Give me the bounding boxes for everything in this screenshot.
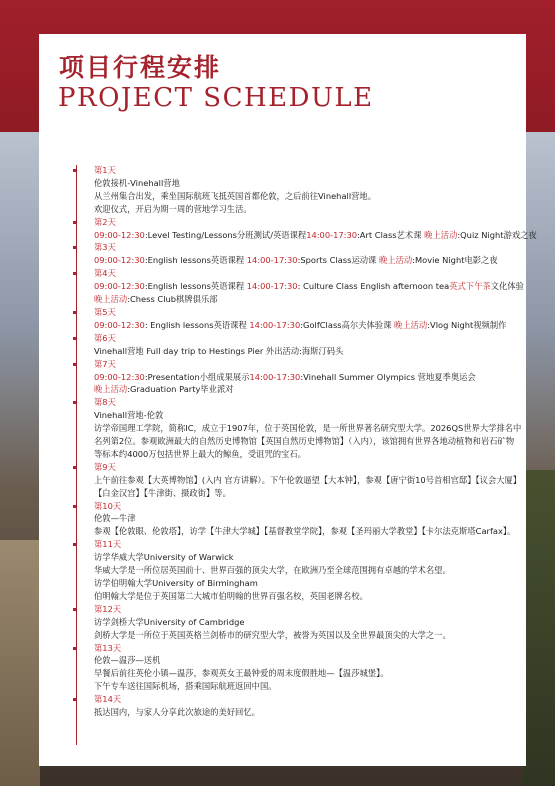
- line-text: :Graduation Party毕业派对: [127, 384, 234, 395]
- highlight-text: 晚上活动: [94, 384, 128, 395]
- highlight-text: 09:00-12:30: [94, 371, 145, 382]
- highlight-text: 14:00-17:30: [246, 281, 298, 292]
- line-text: Vinehall营地 Full day trip to Hestings Pier 外出活动:海斯汀码头: [94, 345, 344, 356]
- page-title: 项目行程安排: [59, 53, 222, 82]
- highlight-text: 晚上活动: [424, 229, 458, 240]
- day-block: [94, 500, 522, 539]
- line-text: :Vinehall Summer Olympics 营地夏季奥运会: [300, 371, 476, 382]
- line-text: 访学剑桥大学University of Cambridge: [94, 616, 245, 627]
- line-text: : Culture Class English afternoon tea: [297, 281, 450, 292]
- day-label: 第6天: [94, 332, 116, 343]
- highlight-text: 09:00-12:30: [94, 255, 145, 266]
- background-building: [0, 540, 40, 786]
- day-block: [94, 267, 522, 306]
- timeline-dot: [73, 466, 76, 469]
- highlight-text: 14:00-17:30: [306, 229, 358, 240]
- line-text: : English lessons英语课程: [144, 319, 250, 330]
- schedule-line: [94, 667, 522, 680]
- timeline-dot: [73, 647, 76, 650]
- background-tree: [523, 470, 555, 786]
- timeline-dot: [73, 608, 76, 611]
- line-text: :Presentation小组成果展示: [144, 371, 250, 382]
- day-description: 访学帝国理工学院，简称IC，成立于1907年，位于英国伦敦，是一所世界著名研究型大学。2026QS世界大学排名中名列第2位。参观欧洲最大的自然历史博物馆【英国自然历史博物馆】（入内），该馆拥有世界各地动植物和岩石矿物等标本约4000万包括世界上最大的鲸鱼，受诅咒的宝石。: [94, 423, 522, 459]
- line-text: :Vlog Night视频制作: [427, 319, 507, 330]
- schedule-line: [94, 229, 537, 242]
- schedule-line: [94, 254, 522, 267]
- line-text: :Level Testing/Lessons分班测试/英语课程: [144, 229, 307, 240]
- schedule-line: [94, 345, 522, 358]
- line-text: 伦敦—牛津: [94, 513, 136, 524]
- day-label: 第2天: [94, 216, 116, 227]
- day-block: [94, 241, 522, 267]
- line-text: 文化体验: [490, 281, 524, 292]
- day-block: [94, 603, 522, 642]
- schedule-line: [94, 177, 522, 190]
- day-label: 第14天: [94, 694, 122, 705]
- line-text: :GolfClass高尔夫体验课: [300, 319, 395, 330]
- schedule-line: [94, 371, 522, 384]
- line-text: :Art Class艺术课: [357, 229, 425, 240]
- highlight-text: 09:00-12:30: [94, 229, 145, 240]
- schedule-line: [94, 654, 522, 667]
- highlight-text: 14:00-17:30: [249, 319, 301, 330]
- timeline-dot: [73, 246, 76, 249]
- schedule-line: [94, 190, 522, 203]
- day-block: [94, 332, 522, 358]
- schedule-line: [94, 616, 522, 629]
- line-text: :English lessons英语课程: [144, 255, 247, 266]
- day-block: [94, 461, 522, 500]
- line-text: 伦敦接机-Vinehall营地: [94, 177, 180, 188]
- day-label: 第3天: [94, 242, 116, 253]
- timeline-dot: [73, 221, 76, 224]
- timeline-dot: [73, 311, 76, 314]
- schedule-line: [94, 280, 522, 293]
- day-label: 第13天: [94, 642, 122, 653]
- timeline-dot: [73, 169, 76, 172]
- day-block: [94, 693, 522, 719]
- line-text: :Movie Night电影之夜: [412, 255, 498, 266]
- schedule-line: [94, 409, 522, 422]
- schedule-list: [94, 164, 537, 719]
- line-text: 访学伯明翰大学University of Birmingham: [94, 578, 258, 588]
- line-text: 伦敦—温莎—送机: [94, 655, 161, 666]
- schedule-line: [94, 551, 522, 564]
- line-text: :Quiz Night游戏之夜: [457, 229, 537, 240]
- highlight-text: 14:00-17:30: [249, 371, 301, 382]
- line-text: :English lessons英语课程: [144, 281, 247, 292]
- schedule-line: [94, 564, 522, 577]
- schedule-line: [94, 203, 522, 216]
- day-description: 参观【伦敦眼、伦敦塔】，访学【牛津大学城】【基督教堂学院】，参观【圣玛丽大学教堂】【卡尔法克斯塔Carfax】。: [94, 526, 516, 537]
- day-label: 第1天: [94, 165, 116, 175]
- schedule-line: [94, 319, 522, 332]
- day-label: 第8天: [94, 397, 116, 408]
- timeline-dot: [73, 505, 76, 508]
- timeline-dot: [73, 337, 76, 340]
- schedule-line: [94, 680, 522, 693]
- day-block: [94, 538, 522, 603]
- highlight-text: 09:00-12:30: [94, 281, 145, 292]
- day-block: [94, 216, 537, 242]
- timeline-dot: [73, 543, 76, 546]
- highlight-text: 晚上活动: [378, 255, 413, 266]
- day-label: 第12天: [94, 603, 122, 614]
- line-text: 华威大学是一所位居英国前十、世界百强的顶尖大学，在欧洲乃至全球范围拥有卓越的学术名望。: [94, 565, 451, 576]
- page-subtitle: PROJECT SCHEDULE: [58, 83, 374, 113]
- timeline-dot: [73, 272, 76, 275]
- day-description: 上午前往参观【大英博物馆】(入内 官方讲解）。下午伦敦逼望【大本钟】，参观【唐宁街10号首相官邸】【议会大厦】【白金汉宫】【牛津街、摄政街】等。: [94, 474, 522, 498]
- schedule-line: [94, 590, 522, 603]
- highlight-text: 晚上活动: [94, 294, 128, 305]
- schedule-line: [94, 383, 522, 396]
- day-label: 第11天: [94, 539, 122, 550]
- day-label: 第4天: [94, 268, 116, 279]
- day-block: [94, 358, 522, 397]
- line-text: 抵达国内，与家人分享此次旅途的美好回忆。: [94, 707, 260, 718]
- day-label: 第9天: [94, 461, 116, 472]
- schedule-line: [94, 577, 522, 590]
- line-text: 伯明翰大学是位于英国第二大城市伯明翰的世界百强名校，英国老牌名校。: [94, 590, 368, 601]
- highlight-text: 14:00-17:30: [246, 255, 298, 266]
- line-text: Vinehall营地-伦敦: [94, 410, 164, 421]
- schedule-line: [94, 293, 522, 306]
- day-block: [94, 306, 522, 332]
- day-label: 第10天: [94, 500, 122, 511]
- line-text: 从兰州集合出发，乘坐国际航班飞抵英国首都伦敦，之后前往Vinehall营地。: [94, 190, 377, 201]
- day-block: [94, 642, 522, 694]
- day-label: 第5天: [94, 306, 116, 317]
- schedule-line: [94, 512, 522, 525]
- day-block: [94, 396, 522, 461]
- timeline-dot: [73, 363, 76, 366]
- line-text: :Chess Club棋牌俱乐部: [127, 294, 218, 305]
- line-text: 早餐后前往英伦小镇—温莎，参观英女王最钟爱的周末度假胜地—【温莎城堡】。: [94, 668, 389, 679]
- timeline-dot: [73, 401, 76, 404]
- highlight-text: 晚上活动: [394, 319, 428, 330]
- timeline-dot: [73, 698, 76, 701]
- line-text: :Sports Class运动课: [297, 255, 379, 266]
- line-text: 下午专车送往国际机场，搭乘国际航班返回中国。: [94, 681, 277, 692]
- timeline-line: [76, 165, 77, 745]
- line-text: 剑桥大学是一所位于英国英格兰剑桥市的研究型大学，被誉为英国以及全世界最顶尖的大学之一。: [94, 629, 451, 640]
- day-block: [94, 164, 522, 216]
- line-text: 访学华威大学University of Warwick: [94, 552, 234, 563]
- schedule-line: [94, 629, 522, 642]
- schedule-line: [94, 706, 522, 719]
- highlight-text: 英式下午茶: [449, 281, 491, 292]
- day-label: 第7天: [94, 358, 116, 369]
- line-text: 欢迎仪式，开启为期一周的营地学习生活。: [94, 203, 252, 214]
- highlight-text: 09:00-12:30: [94, 319, 145, 330]
